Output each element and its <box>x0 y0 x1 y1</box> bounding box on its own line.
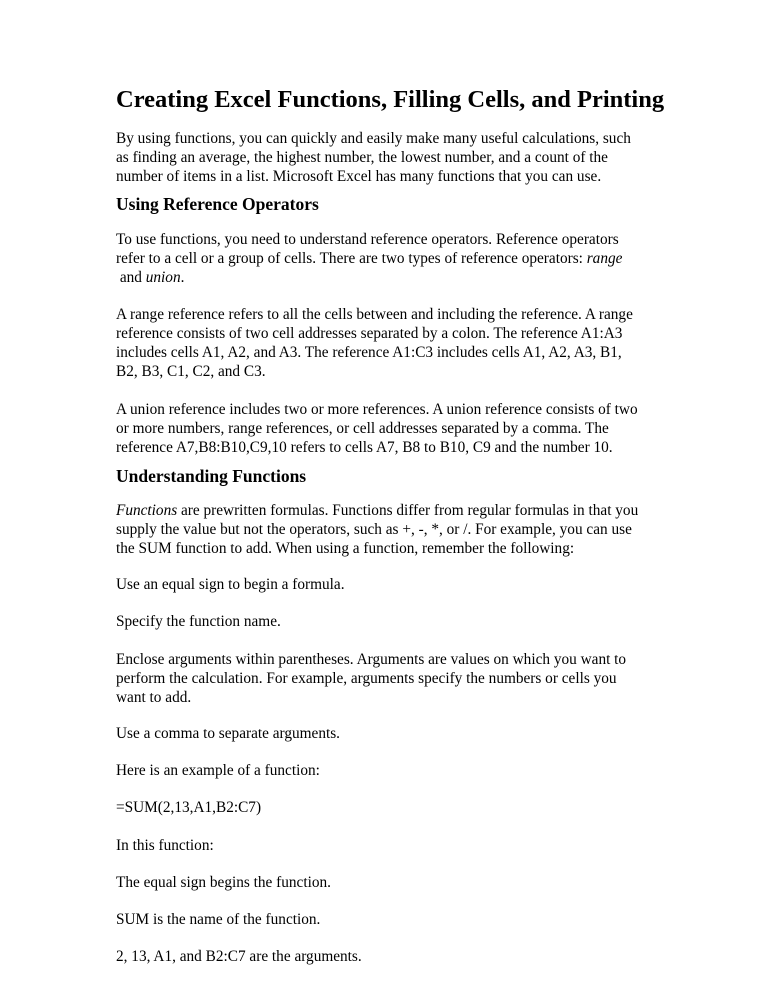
reference-operators-paragraph: To use functions, you need to understand reference operators. Reference operators refer to a cell or a group of cells. There are two types of reference operators: range and union. <box>116 231 623 286</box>
section-heading-reference-operators: Using Reference Operators <box>116 194 319 214</box>
union-term: union <box>145 269 181 286</box>
intro-paragraph: By using functions, you can quickly and easily make many useful calculations, such as finding an average, the highest number, the lowest number, and a count of the number of items in a list. Microsoft Excel has many functions that you can use. <box>116 130 631 185</box>
step-equal-sign: Use an equal sign to begin a formula. <box>116 576 345 593</box>
note-equal-sign: The equal sign begins the function. <box>116 874 331 891</box>
union-reference-paragraph: A union reference includes two or more references. A union reference consists of two or more numbers, range references, or cell addresses separated by a comma. The reference A7,B8:B10,C9,10 refers to cells A7, B8 to B10, C9 and the number 10. <box>116 401 638 456</box>
range-reference-paragraph: A range reference refers to all the cells between and including the reference. A range reference consists of two cell addresses separated by a colon. The reference A1:A3 includes cells A1, A2, and A3. The reference A1:C3 includes cells A1, A2, A3, B1, B2, B3, C1, C2, and C3. <box>116 306 633 380</box>
section-heading-understanding-functions: Understanding Functions <box>116 466 307 486</box>
note-arguments: 2, 13, A1, and B2:C7 are the arguments. <box>116 948 362 965</box>
functions-paragraph: Functions are prewritten formulas. Functions differ from regular formulas in that you supply the value but not the operators, such as +, -, *, or /. For example, you can use the SUM function to add. When using a function, remember the following: <box>116 502 639 557</box>
in-this-function: In this function: <box>116 837 214 854</box>
range-term: range <box>586 250 623 267</box>
step-arguments-paragraph: Enclose arguments within parentheses. Arguments are values on which you want to perform the calculation. For example, arguments specify the numbers or cells you want to add. <box>116 651 627 706</box>
document-title: Creating Excel Functions, Filling Cells, and Printing <box>116 86 665 113</box>
example-intro: Here is an example of a function: <box>116 762 320 779</box>
note-sum-name: SUM is the name of the function. <box>116 911 321 928</box>
example-formula: =SUM(2,13,A1,B2:C7) <box>116 799 262 816</box>
step-function-name: Specify the function name. <box>116 613 281 630</box>
functions-term: Functions <box>116 502 178 519</box>
step-comma: Use a comma to separate arguments. <box>116 725 340 742</box>
